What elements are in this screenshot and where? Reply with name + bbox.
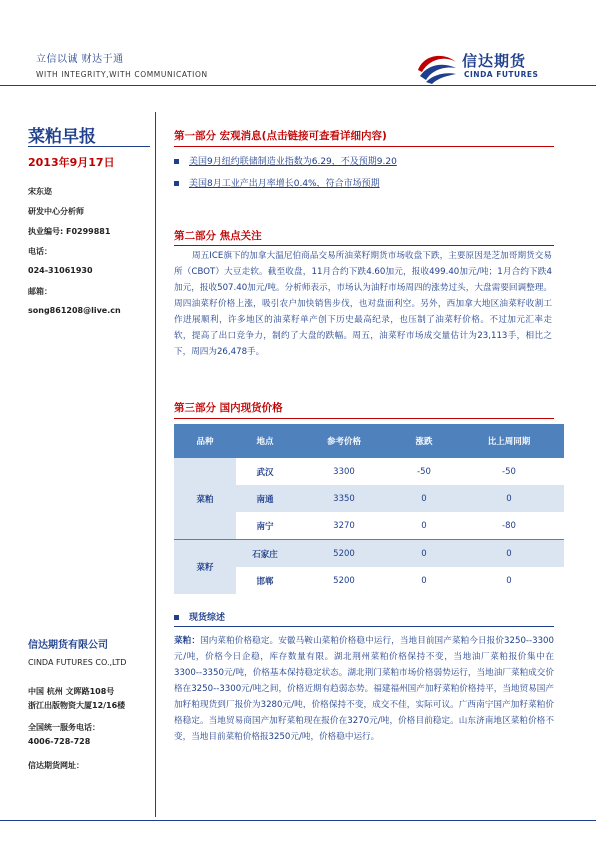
product-cell: 菜籽 bbox=[174, 540, 236, 595]
logo-text-en: CINDA FUTURES bbox=[464, 70, 539, 79]
table-header: 参考价格 bbox=[294, 424, 394, 458]
website-label: 信达期货网址： bbox=[28, 761, 84, 770]
section1-divider bbox=[174, 146, 554, 147]
table-header: 品种 bbox=[174, 424, 236, 458]
summary-title: 现货综述 bbox=[189, 613, 226, 623]
email-address[interactable]: song861208@live.cn bbox=[28, 306, 121, 315]
hotline-label: 全国统一服务电话： bbox=[28, 723, 100, 732]
section3-divider bbox=[174, 418, 554, 419]
address-line-2: 浙江出版物资大厦12/16楼 bbox=[28, 701, 126, 710]
table-header: 涨跌 bbox=[394, 424, 454, 458]
weekly-change-cell: -80 bbox=[454, 512, 564, 540]
bullet-icon bbox=[174, 181, 179, 186]
macro-news-item[interactable] bbox=[174, 176, 380, 189]
phone-number: 024-31061930 bbox=[28, 266, 93, 275]
bullet-icon bbox=[174, 615, 179, 620]
section2-title: 第二部分 焦点关注 bbox=[174, 230, 262, 242]
summary-paragraph bbox=[174, 633, 554, 745]
location-cell: 石家庄 bbox=[236, 540, 294, 568]
location-cell: 南通 bbox=[236, 485, 294, 512]
summary-divider bbox=[174, 626, 554, 627]
address-line-1: 中国 杭州 文晖路108号 bbox=[28, 687, 115, 696]
analyst-license: 执业编号: F0299881 bbox=[28, 227, 111, 236]
weekly-change-cell: 0 bbox=[454, 567, 564, 594]
section1-title: 第一部分 宏观消息(点击链接可查看详细内容) bbox=[174, 130, 387, 142]
macro-news-text[interactable]: 美国9月纽约联储制造业指数为6.29，不及预期9.20 bbox=[189, 157, 397, 167]
price-cell: 3350 bbox=[294, 485, 394, 512]
location-cell: 武汉 bbox=[236, 458, 294, 485]
weekly-change-cell: 0 bbox=[454, 540, 564, 568]
change-cell: 0 bbox=[394, 567, 454, 594]
summary-heading bbox=[174, 610, 225, 623]
email-label: 邮箱： bbox=[28, 287, 52, 296]
title-divider bbox=[28, 146, 150, 147]
phone-label: 电话： bbox=[28, 247, 52, 256]
logo-text-cn: 信达期货 bbox=[462, 52, 527, 70]
summary-text: 国内菜粕价格稳定。安徽马鞍山菜粕价格稳中运行，当地目前国产菜粕今日报价3250--3300元/吨，价格今日企稳，库存数量有限。湖北荆州菜粕价格保持不变，当地油厂菜粕报价集中在3300--3350元/吨，价格基本保持稳定状态。湖北荆门菜粕市场价格弱势运行，当地油厂菜粕成交价格在3250--3300元/吨之间，价格近期有趋弱态势。福建福州国产加籽菜粕价格持平，当地贸易国产加籽粕现货到厂报价为3280元/吨，价格保持不变，成交不佳，实际可议。广西南宁国产加籽菜粕价格稳定。当地贸易商国产加籽菜粕现在报价在3270元/吨，价格目前稳定。山东济南地区菜粕价格不变，当地目前菜粕价格报3250元/吨，价格稳中运行。 bbox=[174, 636, 554, 742]
price-table bbox=[174, 424, 564, 594]
focus-paragraph: 周五ICE旗下的加拿大温尼伯商品交易所油菜籽期货市场收盘下跌，主要原因是芝加哥期货交易所（CBOT）大豆走软。截至收盘，11月合约下跌4.60加元，报收499.40加元/吨；1月合约下跌4加元，报收507.40加元/吨。分析师表示，市场认为油籽市场周四的涨势过头，大盘需要回调整理。周四油菜籽价格上涨，吸引农户加快销售步伐，也对盘面利空。另外，西加拿大地区油菜籽收割工作进展顺利，许多地区的油菜籽单产创下历史最高纪录，也压制了油菜籽价格。不过加元汇率走软，提高了出口竞争力，制约了大盘的跌幅。周五，油菜籽市场成交量估计为23,113手，相比之下，周四为26,478手。 bbox=[174, 251, 552, 357]
macro-news-text[interactable]: 美国8月工业产出月率增长0.4%，符合市场预期 bbox=[189, 179, 380, 189]
report-date: 2013年9月17日 bbox=[28, 156, 115, 169]
price-cell: 3270 bbox=[294, 512, 394, 540]
section3-title: 第三部分 国内现货价格 bbox=[174, 402, 283, 414]
hotline-number: 4006-728-728 bbox=[28, 737, 91, 746]
change-cell: 0 bbox=[394, 512, 454, 540]
macro-news-item[interactable] bbox=[174, 154, 397, 167]
analyst-name: 宋东迩 bbox=[28, 187, 52, 196]
bullet-icon bbox=[174, 159, 179, 164]
price-cell: 5200 bbox=[294, 567, 394, 594]
price-cell: 3300 bbox=[294, 458, 394, 485]
section2-divider bbox=[174, 245, 554, 246]
company-logo bbox=[416, 50, 556, 84]
weekly-change-cell: -50 bbox=[454, 458, 564, 485]
table-row bbox=[174, 458, 564, 485]
report-title: 菜粕早报 bbox=[28, 127, 96, 147]
header-divider bbox=[0, 85, 596, 86]
header-slogan-en: WITH INTEGRITY,WITH COMMUNICATION bbox=[36, 70, 208, 79]
location-cell: 邯郸 bbox=[236, 567, 294, 594]
table-header: 比上周同期 bbox=[454, 424, 564, 458]
summary-lead: 菜粕： bbox=[174, 636, 201, 646]
location-cell: 南宁 bbox=[236, 512, 294, 540]
header-slogan-cn: 立信以诚 财达于通 bbox=[36, 54, 124, 65]
table-row bbox=[174, 540, 564, 568]
weekly-change-cell: 0 bbox=[454, 485, 564, 512]
table-header: 地点 bbox=[236, 424, 294, 458]
analyst-role: 研发中心分析师 bbox=[28, 207, 84, 216]
logo-mark-icon bbox=[416, 50, 458, 84]
change-cell: 0 bbox=[394, 485, 454, 512]
footer-divider bbox=[0, 820, 596, 821]
product-cell: 菜粕 bbox=[174, 458, 236, 540]
column-divider bbox=[155, 112, 156, 817]
company-name-en: CINDA FUTURES CO.,LTD bbox=[28, 658, 127, 667]
price-cell: 5200 bbox=[294, 540, 394, 568]
company-name-cn: 信达期货有限公司 bbox=[28, 640, 108, 651]
change-cell: 0 bbox=[394, 540, 454, 568]
change-cell: -50 bbox=[394, 458, 454, 485]
